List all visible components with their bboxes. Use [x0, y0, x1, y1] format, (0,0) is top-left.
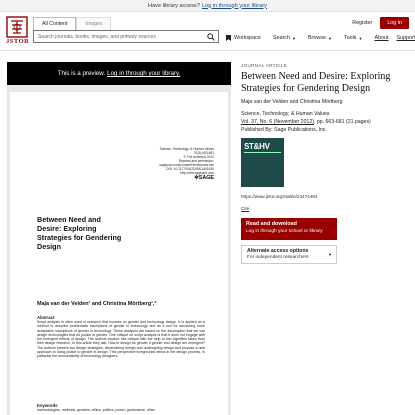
- nav-tools-label: Tools: [343, 35, 357, 41]
- search-icon[interactable]: [207, 33, 215, 41]
- keywords-heading: Keywords: [37, 403, 58, 408]
- read-download-label: Read and download: [246, 221, 297, 227]
- read-download-sublabel: Log in through your school or library: [246, 229, 323, 234]
- sidebar-title: Between Need and Desire: Exploring Strategies for Gendering Design: [241, 71, 391, 94]
- journal-info-line: Science, Technology, & Human Values: [159, 147, 214, 151]
- page-range: , pp. 663-681 (21 pages): [313, 119, 371, 125]
- stable-url[interactable]: https://www.jstor.org/stable/23474484: [241, 194, 318, 199]
- tab-images[interactable]: Images: [76, 17, 111, 30]
- journal-info-line: Reprints and permission:: [178, 159, 214, 163]
- nav-about[interactable]: About: [374, 35, 389, 41]
- keywords-text: methodologies, methods, genders, ethics, politics, power, governance, other: [37, 408, 155, 412]
- abstract-text: Script analysis is often used in research that focuses on gender and technology design. It is applied as a method to describe problematic inscriptions of gender in technology and as a tool for advancing more acceptable inscriptions of gender in technology. These analyses are based on the assumption that we can design technologies that do justice to gender. One critique on script analysis is that it does not engage with the emergent effects of design. The authors explore this critique with the help of two vignettes taken from their design research. In this article they ask: How to design for gender if gender and design are emergent? The authors present two design strategies, dependering design and undesigning design and propose a new approach to doing justice to gender in design. This perspective foregrounds ethics in the design process, in particular the accountability of technology designers.: [37, 320, 205, 359]
- library-access-bar: [0, 0, 415, 12]
- library-access-question: Have library access?: [148, 2, 200, 9]
- tab-all-content[interactable]: All Content: [33, 17, 76, 30]
- volume-info: [241, 119, 409, 125]
- alternate-access-dropdown[interactable]: [241, 245, 337, 264]
- search-input[interactable]: [33, 30, 219, 43]
- jstor-logo[interactable]: [6, 16, 28, 46]
- preview-banner: [7, 62, 231, 85]
- content-type-label: JOURNAL ARTICLE: [241, 63, 288, 68]
- nav-workspace[interactable]: [226, 35, 261, 41]
- alternate-access-label: Alternate access options: [247, 248, 309, 254]
- read-download-button[interactable]: [241, 218, 337, 240]
- sage-logo: ✲SAGE: [194, 175, 214, 181]
- journal-info-line: DOI: 10.1177/0162243911401630: [166, 167, 214, 171]
- nav-browse-label: Browse: [307, 35, 326, 41]
- login-button[interactable]: Log in: [380, 17, 409, 29]
- main-nav: [226, 35, 415, 41]
- chevron-down-icon: ▼: [327, 35, 332, 41]
- nav-search[interactable]: [273, 35, 296, 41]
- site-header: [0, 13, 415, 49]
- journal-info: [144, 147, 214, 175]
- search-tabs: [33, 17, 111, 30]
- journal-info-line: http://sthv.sagepub.com: [180, 171, 214, 175]
- article-authors: Maja van der Velden¹ and Christina Mörtberg¹,²: [37, 301, 157, 307]
- nav-tools[interactable]: [344, 35, 363, 41]
- document-viewer[interactable]: [7, 62, 231, 415]
- journal-info-line: 37(6) 653-681: [193, 151, 214, 155]
- article-title: Between Need and Desire: Exploring Strategies for Gendering Design: [37, 215, 122, 251]
- cover-title: ST&HV: [244, 142, 270, 151]
- issue-link[interactable]: Vol. 37, No. 6 (November 2012): [241, 119, 314, 125]
- account-actions: [344, 17, 409, 29]
- chevron-down-icon: ▼: [328, 252, 332, 257]
- journal-cover[interactable]: [241, 138, 284, 187]
- nav-search-label: Search: [272, 35, 290, 41]
- cover-rule: [244, 152, 281, 153]
- jstor-logo-icon: [6, 16, 28, 38]
- chevron-down-icon: ▼: [358, 35, 363, 41]
- journal-name[interactable]: Science, Technology, & Human Values: [241, 111, 330, 117]
- library-login-link[interactable]: Log in through your library: [201, 2, 267, 9]
- header-divider: [0, 50, 415, 51]
- register-button[interactable]: Register: [352, 20, 373, 26]
- nav-browse[interactable]: [308, 35, 332, 41]
- journal-info-line: sagepub.com/journalsPermissions.nav: [159, 163, 214, 167]
- cite-link[interactable]: Cite: [241, 206, 250, 211]
- sidebar-authors: Maja van der Velden and Christina Mörtberg: [241, 99, 343, 105]
- nav-workspace-label: Workspace: [234, 35, 261, 41]
- chevron-down-icon: ▼: [291, 35, 296, 41]
- publisher: Published By: Sage Publications, Inc.: [241, 127, 327, 133]
- nav-support[interactable]: Support: [396, 35, 415, 41]
- bookmark-icon: [226, 35, 231, 41]
- article-sidebar: [241, 63, 409, 264]
- preview-login-link[interactable]: Log in through your library.: [107, 70, 181, 77]
- sage-logo-text: SAGE: [198, 175, 214, 181]
- alternate-access-sublabel: For independent researchers: [247, 255, 309, 260]
- preview-text: This is a preview.: [57, 70, 106, 77]
- article-page: [10, 92, 228, 415]
- search-placeholder: Search journals, books, images, and primary sources: [38, 33, 156, 40]
- abstract-heading: Abstract: [37, 315, 55, 320]
- journal-info-line: © The Author(s) 2012: [183, 155, 214, 159]
- logo-text: JSTOR: [6, 38, 30, 45]
